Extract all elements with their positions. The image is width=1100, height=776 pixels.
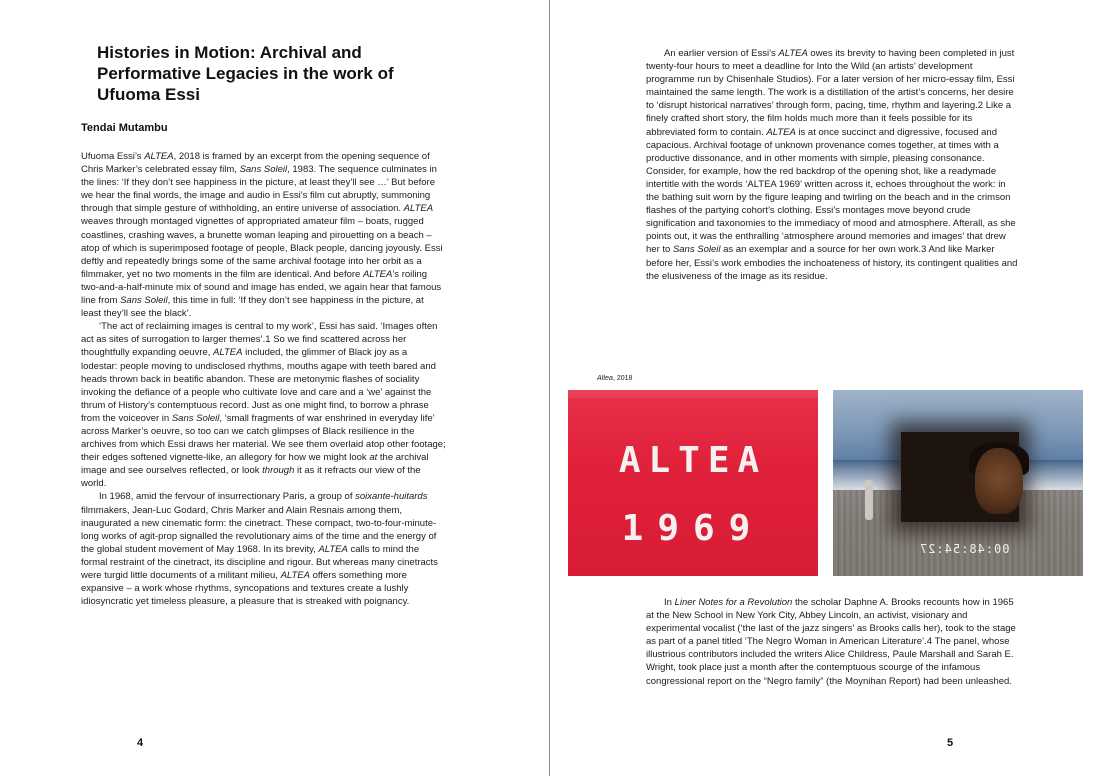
article-author: Tendai Mutambu xyxy=(81,122,168,134)
right-page xyxy=(550,0,1100,776)
figure-silhouette xyxy=(865,480,873,520)
paragraph: ‘The act of reclaiming images is central to my work’, Essi has said. ‘Images often act as sites of surrogation to larger themes’.1 So we find scattered across her thoughtfully expanding oeuvre, ALTEA included, the glimmer of Black joy as a lodestar: people moving to undisclosed rhythms, mouths agape with teeth bared and heads thrown back in beatific abandon. These are metonymic flashes of sociality invoking the defiance of a people who cultivate love and care and a ‘we’ against the thrum of History’s contemptuous record. Just as one might find, to borrow a phrase from the voiceover in Sans Soleil, ‘small fragments of war enshrined in everyday life’ across Marker’s oeuvre, so too can we catch glimpses of Black resilience in the archives from which Essi draws her material. We see them overlaid atop other footage; their edges softened vignette-like, an allegory for how we might look at the archival image and see ourselves reflected, or look through it as it refracts our view of the world. xyxy=(81,321,446,490)
still-title-text: ALTEA xyxy=(618,440,768,481)
paragraph: Ufuoma Essi’s ALTEA, 2018 is framed by an excerpt from the opening sequence of Chris Marker’s celebrated essay film, Sans Soleil, 1983. The sequence culminates in the lines: ‘If they don’t see happiness in the picture, at least they’ll see …’ But before we hear the final words, the image and audio in Essi’s film cut abruptly, summoning through that simple gesture of withholding, an entire universe of association. ALTEA weaves through montaged vignettes of appropriated amateur film – boats, rugged coastlines, crashing waves, a brunette woman leaping and pirouetting on a beach – atop of which is superimposed footage of people, Black people, dancing joyously. Essi deftly and repeatedly brings some of the same archival footage into her orbit as a filmmaker, yet no two moments in the film are identical. And before ALTEA’s roiling two-and-a-half-minute mix of sound and image has ended, we again hear that famous line from Sans Soleil, this time in full: ‘If they don’t see happiness in the picture, at least they’ll see the black’. xyxy=(81,151,443,320)
timecode-overlay: 00:48:54:27 xyxy=(919,542,1010,556)
film-still-altea-1969 xyxy=(568,390,818,576)
portrait-face xyxy=(975,448,1023,514)
film-still-beach-portrait xyxy=(833,390,1083,576)
caption-title: Altea xyxy=(597,375,613,382)
left-page xyxy=(0,0,549,776)
right-body-text-top xyxy=(646,47,1021,283)
right-body-text-bottom xyxy=(646,596,1021,688)
page-number: 5 xyxy=(947,737,954,749)
figure-caption xyxy=(597,375,632,382)
scanline xyxy=(568,390,818,398)
still-year-text: 1969 xyxy=(621,508,765,549)
paragraph: In 1968, amid the fervour of insurrectionary Paris, a group of soixante-huitards filmmakers, Jean-Luc Godard, Chris Marker and Alain Resnais among them, inaugurated a new cinematic form: the cinetract. These compact, two-to-four-minute-long works of agit-prop signalled the revolutionary aims of the time and the energy of the global student movement of May 1968. In its brevity, ALTEA calls to mind the formal restraint of the cinetract, its discipline and rigour. But whereas many cinetracts were turgid little documents of a militant milieu, ALTEA offers something more expansive – a work whose rhythms, syncopations and textures create a lushly idiosyncratic yet timeless pleasure, a pleasure that is streaked with poignancy. xyxy=(81,491,438,608)
paragraph: An earlier version of Essi’s ALTEA owes its brevity to having been completed in just twenty-four hours to meet a deadline for Into the Wild (an artists’ development programme run by Chisenhale Studios). For a later version of her micro-essay film, Essi maintained the same length. The work is a distillation of the artist’s concerns, her desire to ‘disrupt historical narratives’ through form, pacing, time, rhythm and layering.2 Like a finely crafted short story, the film holds much more than it feels possible for its abbreviated form to contain. ALTEA is at once succinct and digressive, focused and capacious. Archival footage of unknown provenance comes together, at times with a productive dissonance, and in other moments with simple, pleasing consonance. Consider, for example, how the red backdrop of the opening shot, like a readymade intertitle with the words ‘ALTEA 1969’ written across it, echoes throughout the work: in the bathing suit worn by the figure leaping and twirling on the beach and in the crimson flashes of the partying cohort’s clothing. Essi’s montages move beyond crude signification and taxonomies to the immediacy of mood and atmosphere. Afterall, as she points out, it was the enthralling ‘atmosphere around memories and images’ that drew her to Sans Soleil as an exemplar and a source for her own work.3 And like Marker before her, Essi’s work embodies the inchoateness of history, its contingent qualities and the elusiveness of the image as its residue. xyxy=(646,48,1018,282)
page-number: 4 xyxy=(137,737,144,749)
caption-year: , 2018 xyxy=(612,375,633,382)
paragraph: In Liner Notes for a Revolution the scholar Daphne A. Brooks recounts how in 1965 at the New School in New York City, Abbey Lincoln, an activist, visionary and experimental vocalist (‘the last of the jazz singers’ as Brooks calls her), took to the stage as part of a panel titled ‘The Negro Woman in American Literature’.4 The panel, whose illustrious contributors included the writers Alice Childress, Paule Marshall and Sarah E. Wright, took place just a month after the contemptuous scourge of the infamous congressional report on the “Negro family” (the Moynihan Report) had been unleashed. xyxy=(646,597,1016,687)
article-title: Histories in Motion: Archival and Performative Legacies in the work of Ufuoma Essi xyxy=(97,43,394,104)
left-body-text xyxy=(81,150,446,608)
